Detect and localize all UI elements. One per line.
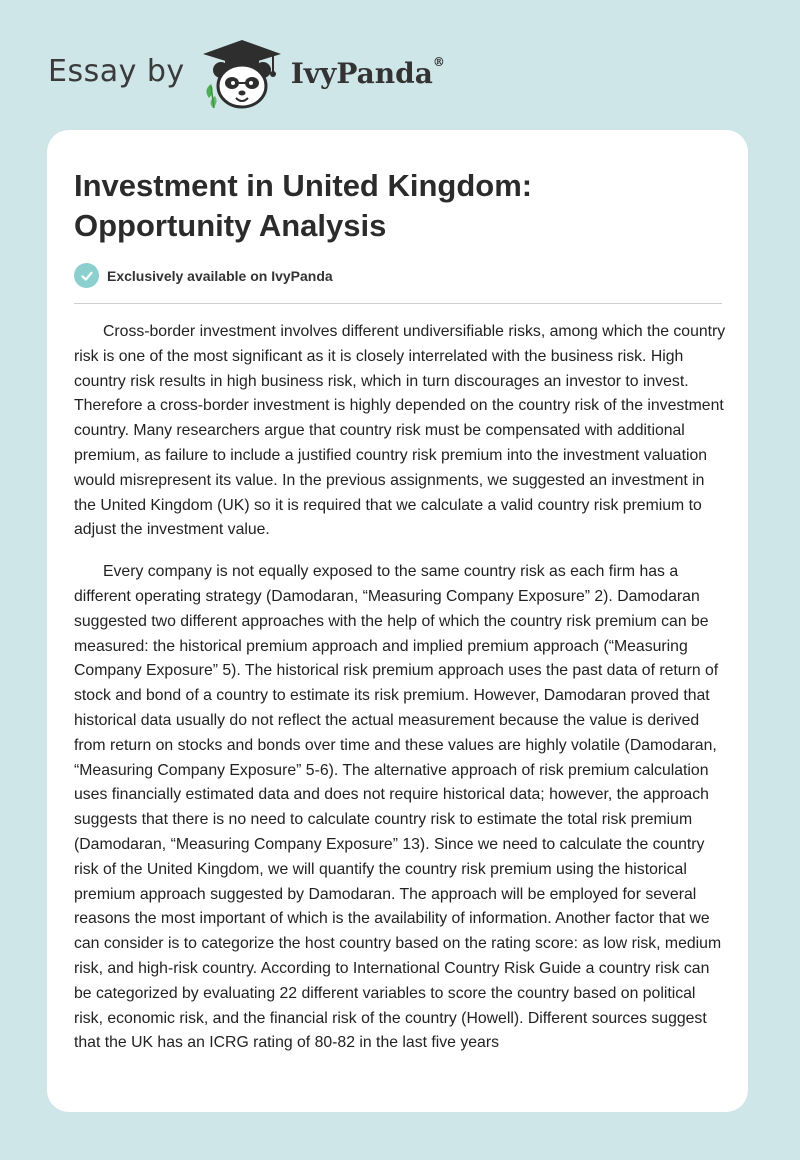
essay-body [74, 320, 726, 1073]
ivypanda-logo-icon[interactable] [199, 38, 285, 110]
site-header [48, 34, 445, 114]
exclusive-badge-label: Exclusively available on IvyPanda [107, 267, 333, 284]
essay-by-label: Essay by [48, 53, 185, 89]
trademark-symbol: ® [432, 54, 445, 69]
exclusive-badge [74, 263, 333, 288]
paragraph: Every company is not equally exposed to the same country risk as each firm has a different operating strategy (Damodaran, “Measuring Company Exposure” 2). Damodaran suggested two different approaches with the help of which the country risk premium can be measured: the historical premium approach and implied premium approach (“Measuring Company Exposure” 5). The historical risk premium approach uses the past data of return of stock and bond of a country to estimate its risk premium. However, Damodaran proved that historical data usually do not reflect the actual measurement because the value is derived from return on stocks and bonds over time and these values are highly volatile (Damodaran, “Measuring Company Exposure” 5-6). The alternative approach of risk premium calculation uses financially estimated data and does not require historical data; however, the approach suggests that there is no need to calculate country risk to estimate the total risk premium (Damodaran, “Measuring Company Exposure” 13). Since we need to calculate the country risk of the United Kingdom, we will quantify the country risk premium using the historical premium approach suggested by Damodaran. The approach will be employed for several reasons the most important of which is the availability of information. Another factor that we can consider is to categorize the host country based on the rating score: as low risk, medium risk, and high-risk country. According to International Country Risk Guide a country risk can be categorized by evaluating 22 different variables to score the country based on political risk, economic risk, and the financial risk of the country (Howell). Different sources suggest that the UK has an ICRG rating of 80-82 in the last five years [74, 563, 722, 1052]
brand-name[interactable] [290, 54, 445, 90]
check-circle-icon [74, 263, 99, 288]
essay-card [47, 130, 748, 1112]
paragraph: Cross-border investment involves different undiversifiable risks, among which the country risk is one of the most significant as it is closely interrelated with the business risk. High country risk results in high business risk, which in turn discourages an investor to invest. Therefore a cross-border investment is highly depended on the country risk of the investment country. Many researchers argue that country risk must be compensated with additional premium, as failure to include a justified country risk premium into the investment valuation would misrepresent its value. In the previous assignments, we suggested an investment in the United Kingdom (UK) so it is required that we calculate a valid country risk premium to adjust the investment value. [74, 323, 726, 539]
divider [74, 303, 722, 304]
essay-title: Investment in United Kingdom: Opportunity Analysis [74, 168, 533, 243]
brand-text: IvyPanda [290, 56, 433, 90]
